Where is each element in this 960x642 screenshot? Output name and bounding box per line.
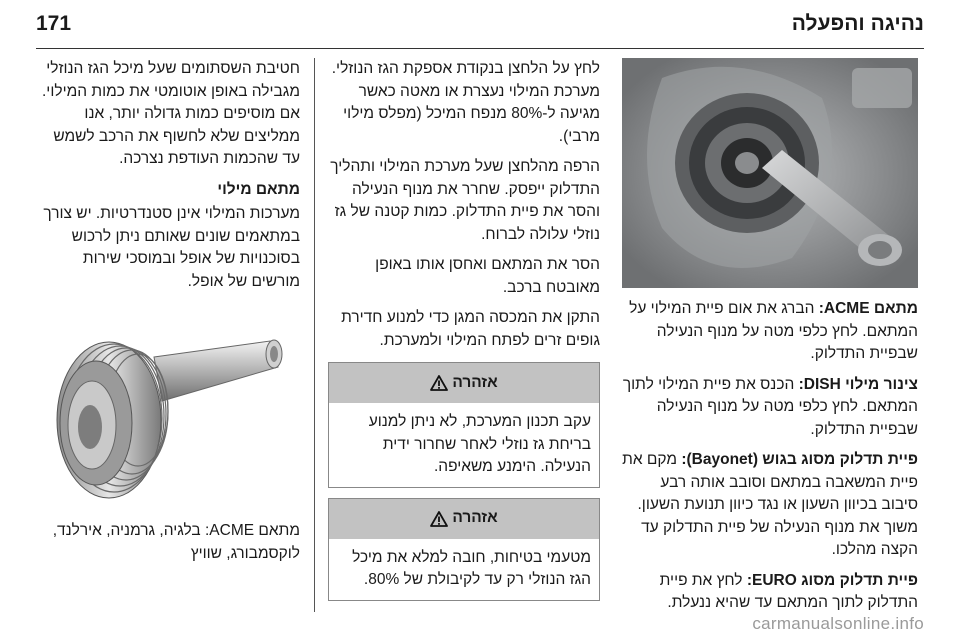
warning-box-2 <box>328 498 600 601</box>
dish-text: הכנס את פיית המילוי לתוך המתאם. לחץ כלפי מטה על מנוף הנעילה שבפיית התדלוק. <box>622 375 918 438</box>
warning-text: מטעמי בטיחות, חובה למלא את מיכל הגז הנוזלי רק עד לקיבולת של 80%. <box>352 548 591 588</box>
bayonet-instruction <box>622 449 918 562</box>
acme-caption: מתאם ACME: בלגיה, גרמניה, אירלנד, לוקסמבורג, שוויץ <box>52 522 300 562</box>
section-title: נהיגה והפעלה <box>791 12 924 35</box>
mid-paragraph-4: התקן את המכסה המגן כדי למנוע חדירת גופים זרים לפתח המילוי ולמערכת. <box>341 309 600 349</box>
bayonet-text: מקם את פיית המשאבה במתאם וסובב אותה רבע סיבוב בכיוון השעון או נגד כיוון תנועת השעון. משוך את מנוף הנעילה של פיית התדלוק עד הקצה מהלכו. <box>622 451 918 558</box>
warning-triangle-icon <box>430 375 448 391</box>
middle-column <box>328 58 600 601</box>
acme-text: הברג את אום פיית המילוי על המתאם. לחץ כלפי מטה על מנוף הנעילה שבפיית התדלוק. <box>629 300 918 362</box>
page-number: 171 <box>36 12 72 35</box>
acme-adapter-illustration <box>34 305 300 510</box>
warning-text: עקב תכנון המערכת, לא ניתן למנוע בריחת גז נוזלי לאחר שחרור ידית הנעילה. הימנע משאיפה. <box>368 413 591 475</box>
watermark: carmanualsonline.info <box>752 614 924 633</box>
acme-adapter-image <box>34 305 300 510</box>
acme-instruction <box>622 298 918 366</box>
right-column <box>622 58 918 623</box>
bayonet-term: פיית תדלוק מסוג בגוש (Bayonet): <box>681 451 918 468</box>
warning-label: אזהרה <box>452 509 498 527</box>
left-column <box>34 58 300 573</box>
adapter-paragraph: מערכות המילוי אינן סטנדרטיות. יש צורך במתאמים שונים שאותם ניתן לרכוש בסוכנויות של אופל ובמוסכי שירות מורשים של אופל. <box>43 205 300 290</box>
euro-text: לחץ את פיית התדלוק לתוך המתאם עד שהיא ננעלת. <box>659 571 918 611</box>
mid-paragraph-2: הרפה מהלחצן שעל מערכת המילוי ותהליך התדלוק ייפסק. שחרר את מנוף הנעילה והסר את פיית התדלוק. כמות קטנה של גז נוזלי עלולה לברוח. <box>330 158 600 243</box>
filler-adapter-photo-illustration <box>622 58 918 288</box>
warning-label: אזהרה <box>452 373 498 391</box>
valve-paragraph: חטיבת השסתומים שעל מיכל הגז הנוזלי מגבילה באופן אוטומטי את כמות המילוי. אם מוסיפים כמות גדולה יותר, אנו ממליצים שלא לחשוף את הרכב לשמש עד שהכמות העודפת נצרכה. <box>42 60 300 167</box>
mid-paragraph-3: הסר את המתאם ואחסן אותו באופן מאובטח ברכב. <box>375 256 600 296</box>
header-rule <box>36 48 924 49</box>
filler-adapter-photo <box>622 58 918 288</box>
warning-header <box>329 363 599 403</box>
acme-term: מתאם ACME: <box>818 300 918 317</box>
warning-box-1 <box>328 362 600 488</box>
dish-instruction <box>622 374 918 442</box>
warning-triangle-icon <box>430 511 448 527</box>
mid-paragraph-1: לחץ על הלחצן בנקודת אספקת הגז הנוזלי. מערכת המילוי נעצרת או מאטה כאשר מגיעה ל-80% מנפח המיכל (מפלס מילוי מרבי). <box>331 60 600 145</box>
column-divider <box>314 58 315 612</box>
warning-header <box>329 499 599 539</box>
page-header <box>36 12 924 42</box>
dish-term: צינור מילוי DISH: <box>798 375 918 393</box>
filler-adapter-heading: מתאם מילוי <box>217 180 300 198</box>
euro-term: פיית תדלוק מסוג EURO: <box>746 571 918 589</box>
euro-instruction <box>622 570 918 615</box>
